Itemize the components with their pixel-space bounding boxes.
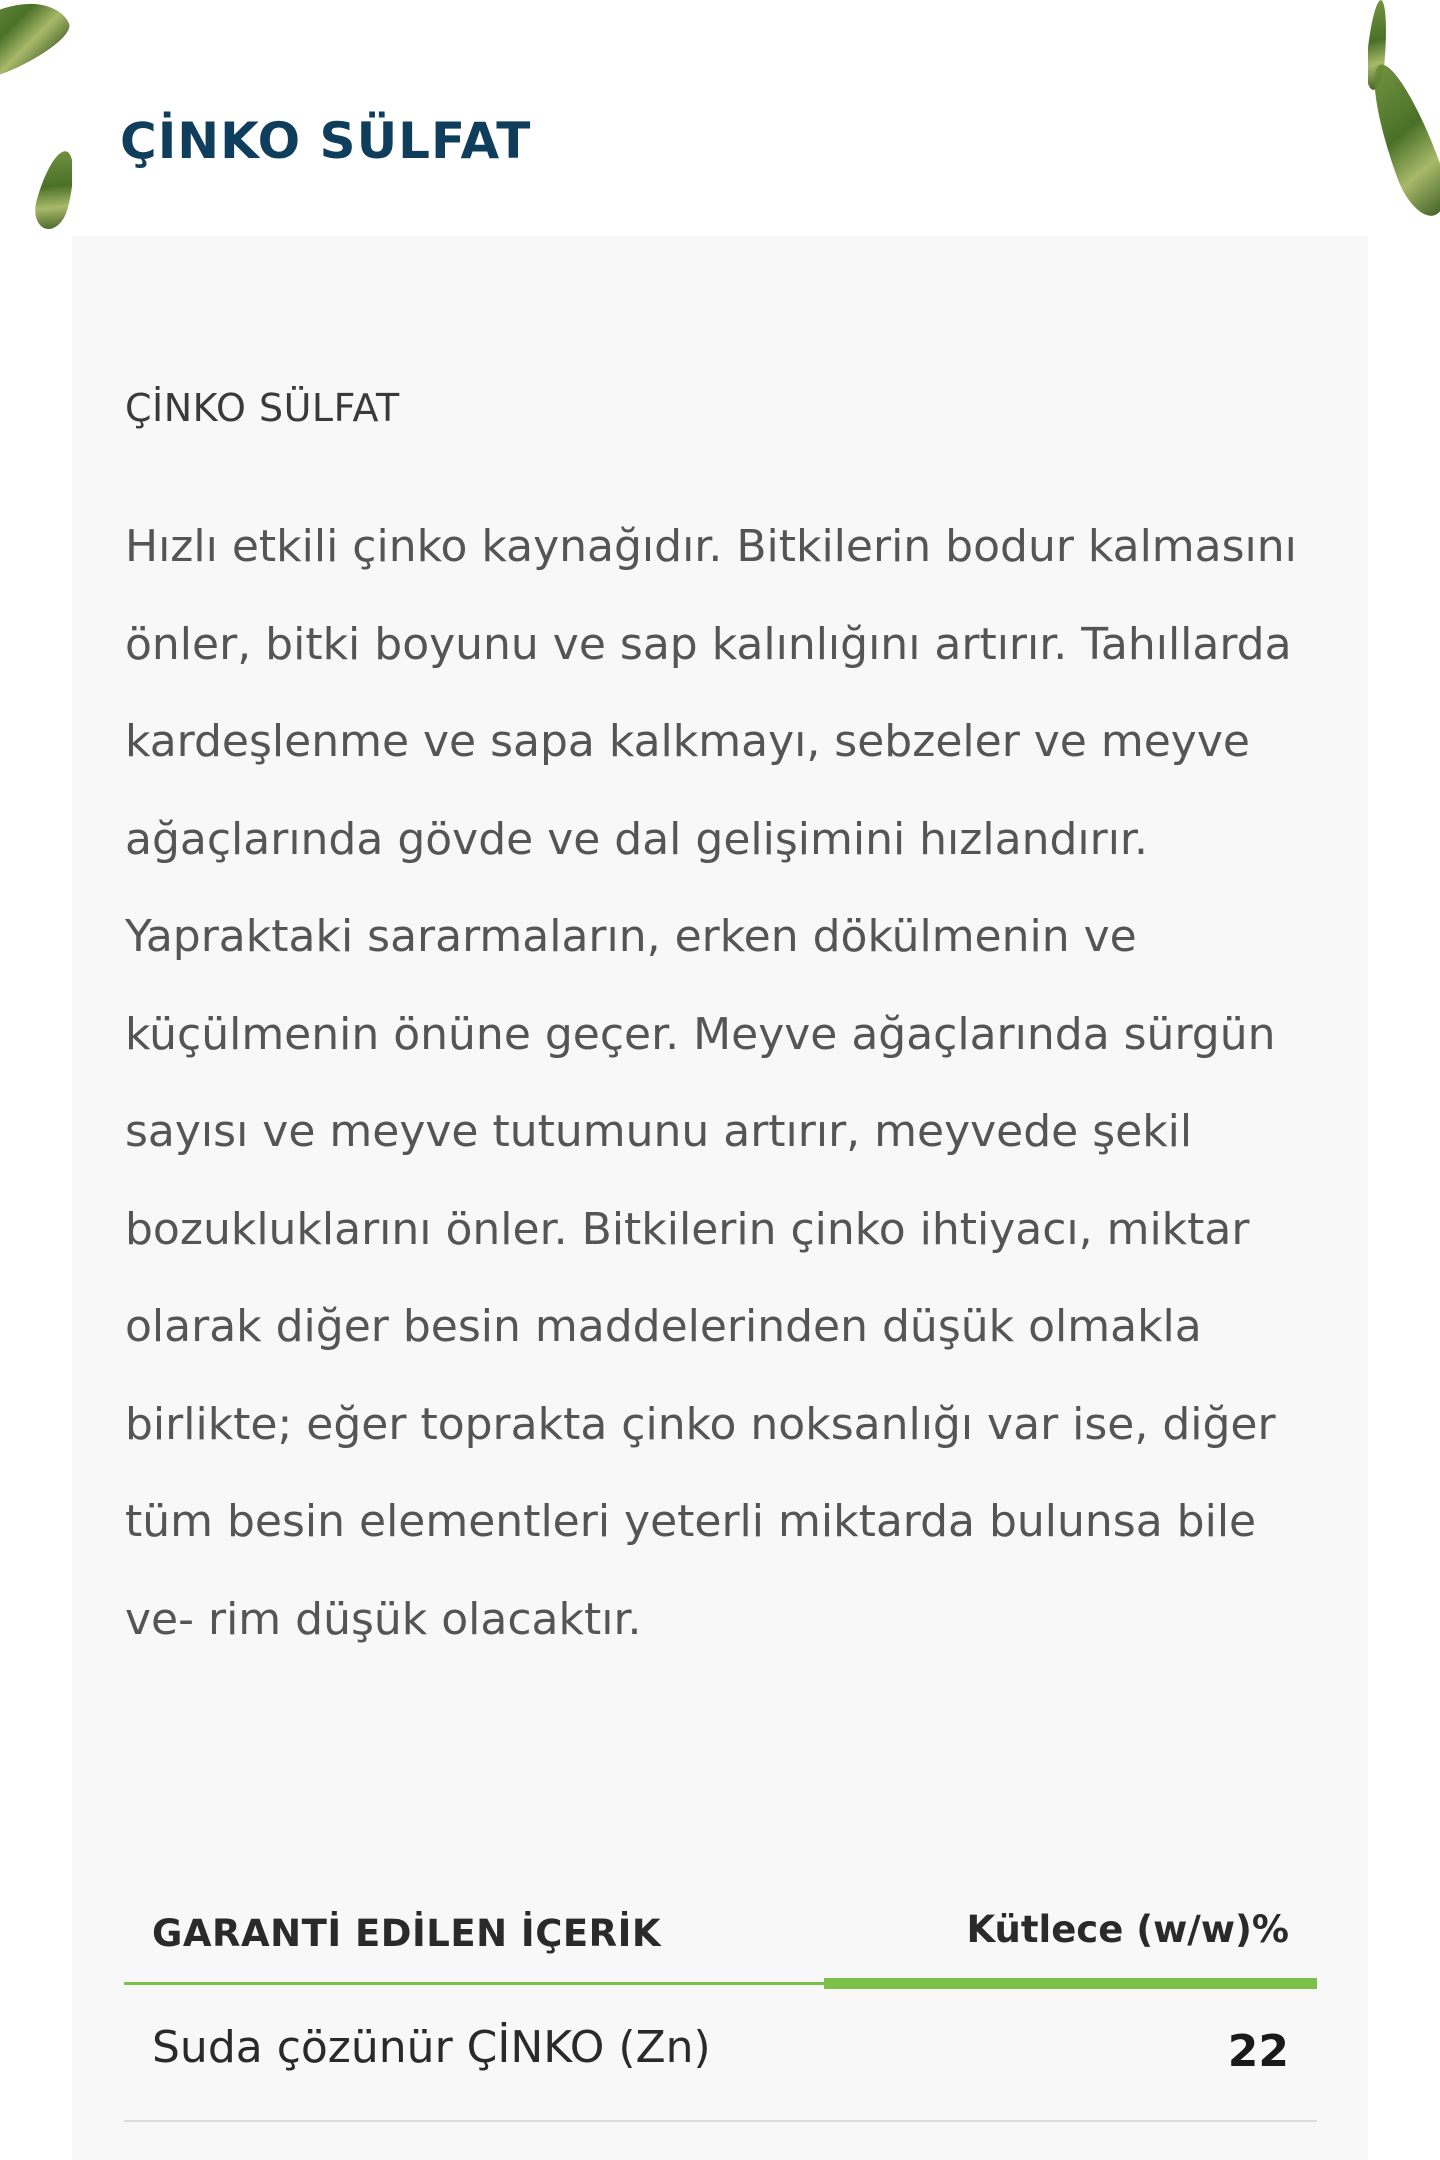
table-row — [124, 1984, 1317, 2122]
product-subtitle: ÇİNKO SÜLFAT — [125, 386, 400, 430]
table-cell-label: Suda çözünür ÇİNKO (Zn) — [152, 2022, 711, 2073]
table-header — [124, 1882, 1317, 1984]
guaranteed-content-table — [124, 1882, 1317, 2122]
product-content — [72, 236, 1368, 2160]
table-header-content: GARANTİ EDİLEN İÇERİK — [152, 1912, 662, 1955]
table-cell-value: 22 — [1227, 2026, 1289, 2077]
product-description: Hızlı etkili çinko kaynağıdır. Bitkilerin bodur kalmasını önler, bitki boyunu ve sap kalınlığını artırır. Tahıllarda kardeşlenme ve sapa kalkmayı, sebzeler ve meyve ağaçlarında gövde ve dal gelişimini hızlandırır. Yapraktaki sararmaların, erken dökülmenin ve küçülmenin önüne geçer. Meyve ağaçlarında sürgün sayısı ve meyve tutumunu artırır, meyvede şekil bozukluklarını önler. Bitkilerin çinko ihtiyacı, miktar olarak diğer besin maddelerinden düşük olmakla birlikte; eğer toprakta çinko noksanlığı var ise, diğer tüm besin elementleri yeterli miktarda bulunsa bile ve- rim düşük olacaktır. — [125, 521, 1297, 1645]
page-header — [72, 0, 1368, 236]
page-title: ÇİNKO SÜLFAT — [120, 112, 532, 170]
table-header-mass: Kütlece (w/w)% — [966, 1908, 1289, 1951]
leaf-decoration-icon — [0, 0, 77, 95]
